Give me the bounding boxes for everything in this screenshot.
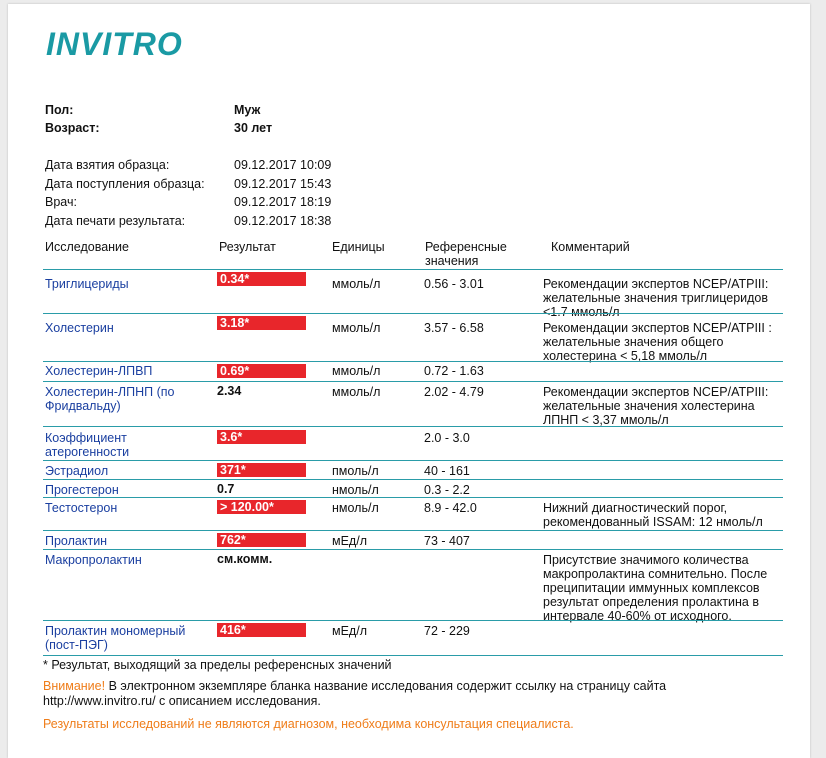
test-result: 0.7 <box>217 482 235 496</box>
header-comment: Комментарий <box>551 240 630 254</box>
test-reference: 0.56 - 3.01 <box>424 277 484 291</box>
test-reference: 2.02 - 4.79 <box>424 385 484 399</box>
test-unit: ммоль/л <box>332 277 381 291</box>
header-test: Исследование <box>45 240 129 254</box>
printed-label: Дата печати результата: <box>45 214 186 228</box>
test-comment: Рекомендации экспертов NCEP/ATPIII : желательные значения общего холестерина < 5,18 ммоль/л <box>543 321 772 363</box>
table-row <box>43 530 783 550</box>
age-label: Возраст: <box>45 121 100 135</box>
out-of-range-note: * Результат, выходящий за пределы референсных значений <box>43 658 392 672</box>
test-name[interactable]: Холестерин-ЛПНП (по Фридвальду) <box>45 385 175 413</box>
sex-label: Пол: <box>45 103 74 117</box>
test-name[interactable]: Коэффициент атерогенности <box>45 431 130 459</box>
taken-label: Дата взятия образца: <box>45 158 170 172</box>
test-reference: 3.57 - 6.58 <box>424 321 484 335</box>
test-comment: Рекомендации экспертов NCEP/ATPIII: желательные значения холестерина ЛПНП < 3,37 ммоль/л <box>543 385 769 427</box>
test-result: 0.69* <box>217 364 306 378</box>
test-reference: 0.72 - 1.63 <box>424 364 484 378</box>
attention-note <box>43 679 783 709</box>
test-name[interactable]: Макропролактин <box>45 553 142 567</box>
table-row <box>43 497 783 531</box>
table-row <box>43 313 783 363</box>
test-result: 3.18* <box>217 316 306 330</box>
test-name[interactable]: Пролактин <box>45 534 108 548</box>
test-name[interactable]: Холестерин <box>45 321 114 335</box>
table-row <box>43 269 783 319</box>
attention-text: В электронном экземпляре бланка название исследования содержит ссылку на страницу сайта <box>105 679 667 693</box>
test-result: см.комм. <box>217 552 273 566</box>
received-value: 09.12.2017 15:43 <box>234 177 332 191</box>
table-row <box>43 479 783 498</box>
test-unit: мЕд/л <box>332 624 367 638</box>
taken-value: 09.12.2017 10:09 <box>234 158 332 172</box>
test-result: > 120.00* <box>217 500 306 514</box>
test-reference: 8.9 - 42.0 <box>424 501 477 515</box>
test-result: 0.34* <box>217 272 306 286</box>
test-unit: мЕд/л <box>332 534 367 548</box>
table-row <box>43 426 783 460</box>
test-name[interactable]: Триглицериды <box>45 277 129 291</box>
table-row <box>43 460 783 479</box>
invitro-logo: INVITRO <box>46 26 183 62</box>
table-row <box>43 381 783 426</box>
table-row <box>43 549 783 621</box>
header-result: Результат <box>219 240 276 254</box>
header-reference: Референсные значения <box>425 240 507 268</box>
test-result: 3.6* <box>217 430 306 444</box>
test-unit: ммоль/л <box>332 321 381 335</box>
test-unit: нмоль/л <box>332 501 379 515</box>
test-name[interactable]: Эстрадиол <box>45 464 109 478</box>
test-unit: пмоль/л <box>332 464 379 478</box>
age-value: 30 лет <box>234 121 273 135</box>
test-comment: Присутствие значимого количества макропролактина сомнительно. После преципитации иммунных комплексов результат определения пролактина в интервале 40-60% от исходного. <box>543 553 768 623</box>
test-result: 371* <box>217 463 306 477</box>
test-comment: Нижний диагностический порог, рекомендованный ISSAM: 12 нмоль/л <box>543 501 763 529</box>
test-result: 2.34 <box>217 384 242 398</box>
report-sheet <box>8 4 810 758</box>
test-unit: нмоль/л <box>332 483 379 497</box>
printed-value: 09.12.2017 18:38 <box>234 214 332 228</box>
table-row <box>43 620 783 656</box>
test-name[interactable]: Холестерин-ЛПВП <box>45 364 153 378</box>
test-unit: ммоль/л <box>332 364 381 378</box>
doctor-value: 09.12.2017 18:19 <box>234 195 332 209</box>
received-label: Дата поступления образца: <box>45 177 205 191</box>
test-reference: 0.3 - 2.2 <box>424 483 470 497</box>
test-name[interactable]: Прогестерон <box>45 483 119 497</box>
test-reference: 73 - 407 <box>424 534 470 548</box>
test-name[interactable]: Тестостерон <box>45 501 118 515</box>
test-comment: Рекомендации экспертов NCEP/ATPIII: желательные значения триглицеридов <1.7 ммоль/л <box>543 277 769 319</box>
test-unit: ммоль/л <box>332 385 381 399</box>
sex-value: Муж <box>234 103 261 117</box>
test-reference: 2.0 - 3.0 <box>424 431 470 445</box>
disclaimer: Результаты исследований не являются диагнозом, необходима консультация специалиста. <box>43 717 574 731</box>
header-units: Единицы <box>332 240 385 254</box>
test-reference: 40 - 161 <box>424 464 470 478</box>
test-result: 762* <box>217 533 306 547</box>
test-reference: 72 - 229 <box>424 624 470 638</box>
attention-label: Внимание! <box>43 679 106 693</box>
test-name[interactable]: Пролактин мономерный (пост-ПЭГ) <box>45 624 186 652</box>
table-row <box>43 361 783 380</box>
invitro-link[interactable]: http://www.invitro.ru/ с описанием исследования. <box>43 694 321 708</box>
doctor-label: Врач: <box>45 195 77 209</box>
test-result: 416* <box>217 623 306 637</box>
